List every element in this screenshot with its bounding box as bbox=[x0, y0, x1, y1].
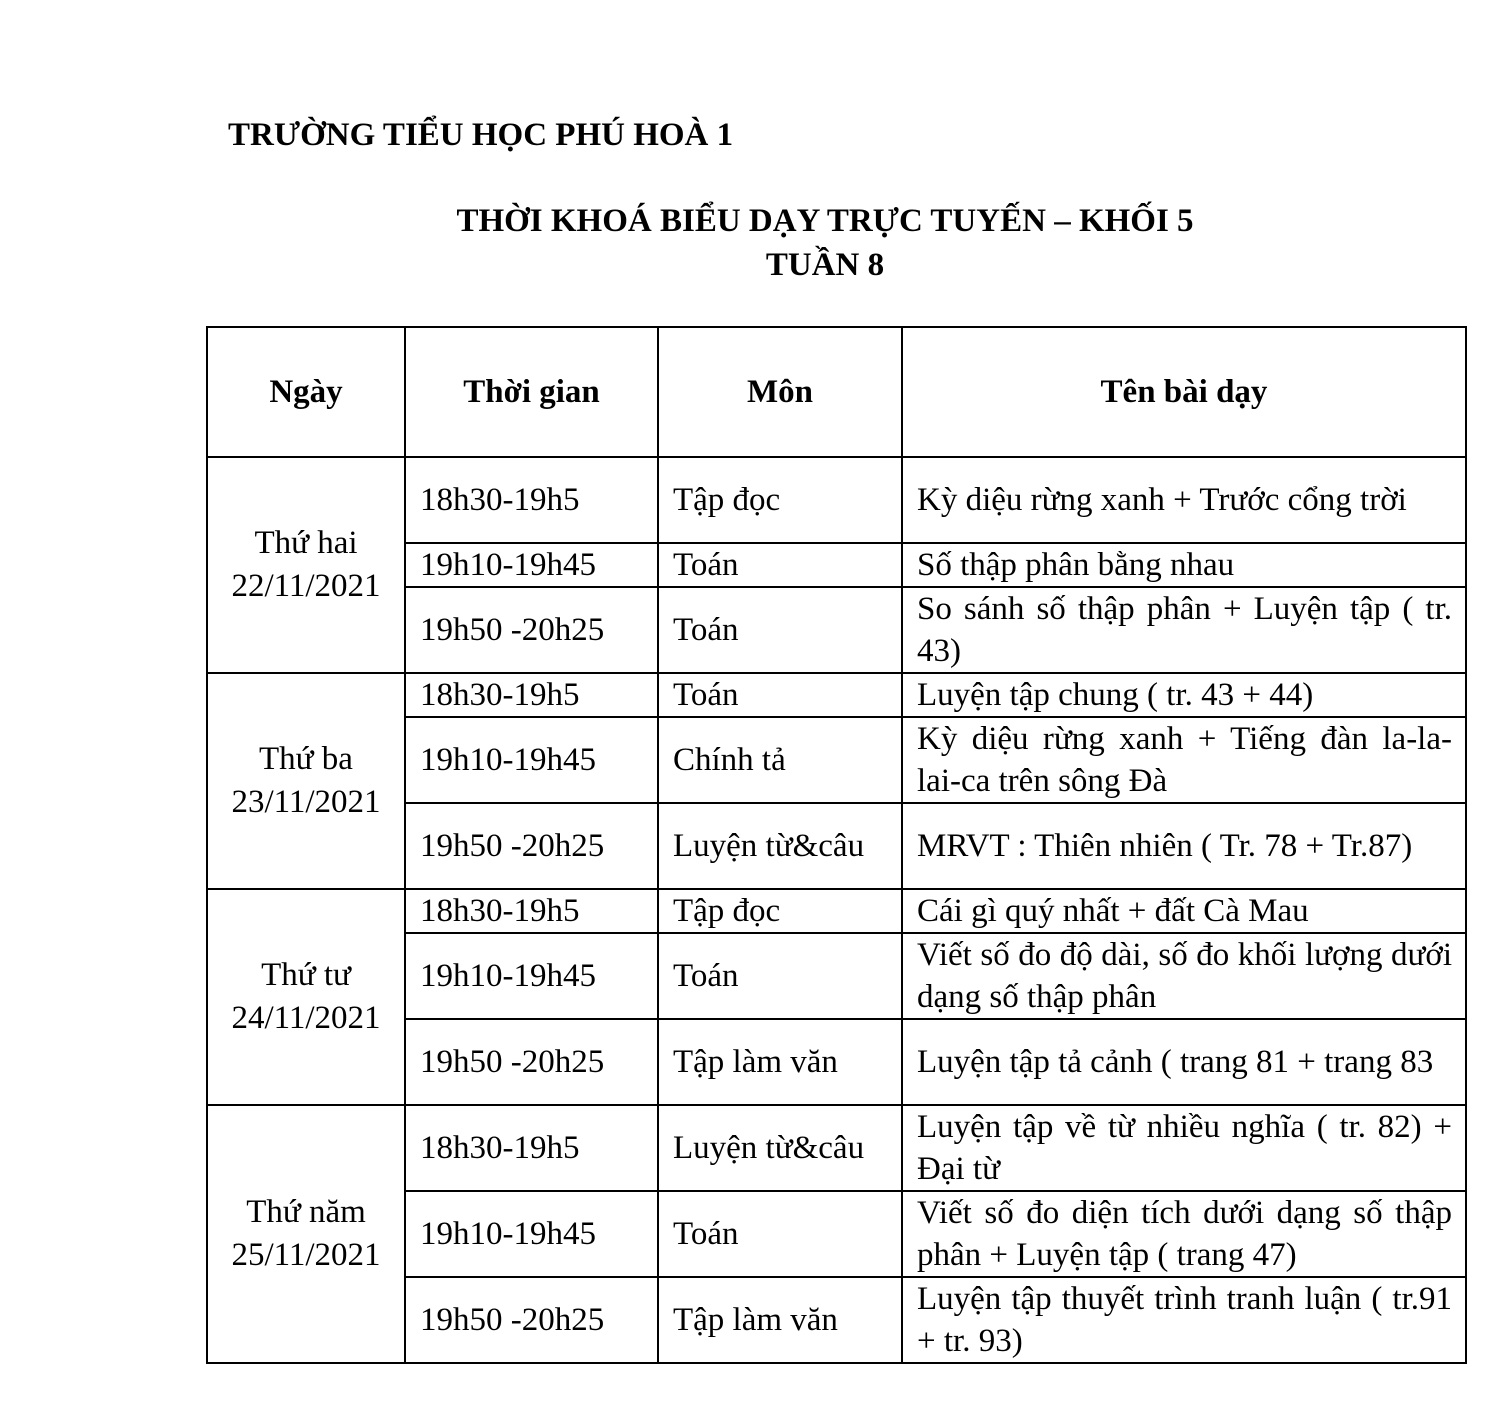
time-cell: 19h10-19h45 bbox=[405, 933, 658, 1019]
header-subject: Môn bbox=[658, 327, 902, 457]
week-label: TUẦN 8 bbox=[765, 247, 885, 283]
day-date: 23/11/2021 bbox=[231, 784, 381, 820]
header-row bbox=[207, 327, 1466, 457]
lesson-cell: Luyện tập thuyết trình tranh luận ( tr.91 + tr. 93) bbox=[902, 1277, 1466, 1363]
time-cell: 19h50 -20h25 bbox=[405, 1277, 658, 1363]
subject-cell: Toán bbox=[658, 587, 902, 673]
lesson-cell: Luyện tập tả cảnh ( trang 81 + trang 83 bbox=[902, 1019, 1466, 1105]
time-cell: 19h50 -20h25 bbox=[405, 803, 658, 889]
lesson-cell: Kỳ diệu rừng xanh + Tiếng đàn la-la-lai-ca trên sông Đà bbox=[902, 717, 1466, 803]
subject-cell: Tập đọc bbox=[658, 457, 902, 543]
time-cell: 19h50 -20h25 bbox=[405, 1019, 658, 1105]
time-cell: 18h30-19h5 bbox=[405, 457, 658, 543]
lesson-cell: Kỳ diệu rừng xanh + Trước cổng trời bbox=[902, 457, 1466, 543]
day-cell bbox=[207, 673, 405, 889]
time-cell: 19h50 -20h25 bbox=[405, 587, 658, 673]
day-cell bbox=[207, 889, 405, 1105]
subject-cell: Tập làm văn bbox=[658, 1019, 902, 1105]
lesson-cell: Số thập phân bằng nhau bbox=[902, 543, 1466, 587]
schedule-table bbox=[206, 326, 1467, 1364]
header-time: Thời gian bbox=[405, 327, 658, 457]
subject-cell: Luyện từ&câu bbox=[658, 1105, 902, 1191]
subject-cell: Toán bbox=[658, 1191, 902, 1277]
header-lesson: Tên bài dạy bbox=[902, 327, 1466, 457]
day-date: 24/11/2021 bbox=[231, 1000, 381, 1036]
day-name: Thứ ba bbox=[259, 741, 353, 777]
subject-cell: Chính tả bbox=[658, 717, 902, 803]
day-cell bbox=[207, 1105, 405, 1363]
subject-cell: Tập đọc bbox=[658, 889, 902, 933]
school-name: TRƯỜNG TIỂU HỌC PHÚ HOÀ 1 bbox=[228, 117, 734, 153]
page-title: THỜI KHOÁ BIỂU DẠY TRỰC TUYẾN – KHỐI 5 bbox=[456, 203, 1194, 239]
lesson-cell: Luyện tập về từ nhiều nghĩa ( tr. 82) + Đại từ bbox=[902, 1105, 1466, 1191]
day-cell bbox=[207, 457, 405, 673]
subject-cell: Toán bbox=[658, 673, 902, 717]
table-row bbox=[207, 673, 1466, 717]
table-row bbox=[207, 1105, 1466, 1191]
subject-cell: Toán bbox=[658, 933, 902, 1019]
lesson-cell: Cái gì quý nhất + đất Cà Mau bbox=[902, 889, 1466, 933]
day-name: Thứ hai bbox=[254, 525, 358, 561]
time-cell: 18h30-19h5 bbox=[405, 889, 658, 933]
time-cell: 19h10-19h45 bbox=[405, 543, 658, 587]
day-date: 25/11/2021 bbox=[231, 1237, 381, 1273]
subject-cell: Toán bbox=[658, 543, 902, 587]
lesson-cell: So sánh số thập phân + Luyện tập ( tr. 43) bbox=[902, 587, 1466, 673]
subject-cell: Luyện từ&câu bbox=[658, 803, 902, 889]
lesson-cell: MRVT : Thiên nhiên ( Tr. 78 + Tr.87) bbox=[902, 803, 1466, 889]
lesson-cell: Luyện tập chung ( tr. 43 + 44) bbox=[902, 673, 1466, 717]
time-cell: 18h30-19h5 bbox=[405, 1105, 658, 1191]
day-name: Thứ tư bbox=[261, 957, 351, 993]
table-row bbox=[207, 457, 1466, 543]
time-cell: 19h10-19h45 bbox=[405, 717, 658, 803]
subject-cell: Tập làm văn bbox=[658, 1277, 902, 1363]
header-day: Ngày bbox=[207, 327, 405, 457]
day-date: 22/11/2021 bbox=[231, 568, 381, 604]
lesson-cell: Viết số đo diện tích dưới dạng số thập phân + Luyện tập ( trang 47) bbox=[902, 1191, 1466, 1277]
day-name: Thứ năm bbox=[246, 1194, 366, 1230]
time-cell: 18h30-19h5 bbox=[405, 673, 658, 717]
time-cell: 19h10-19h45 bbox=[405, 1191, 658, 1277]
table-row bbox=[207, 889, 1466, 933]
lesson-cell: Viết số đo độ dài, số đo khối lượng dưới dạng số thập phân bbox=[902, 933, 1466, 1019]
